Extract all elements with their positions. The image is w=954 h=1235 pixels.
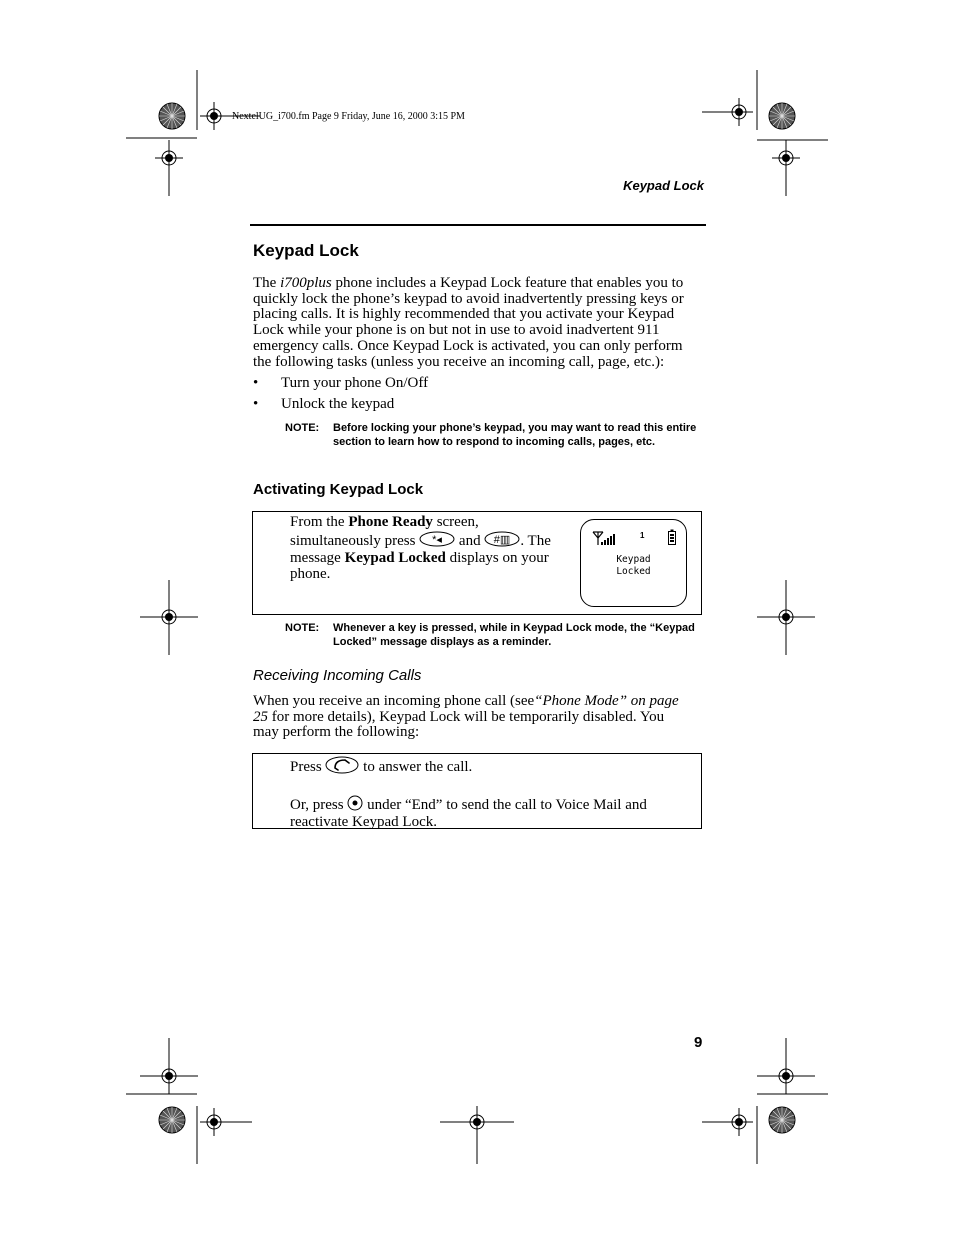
intro-line-4: Lock while your phone is on but not in use to avoid inadvertent 911 [253, 322, 660, 339]
phone-screen-message: Keypad Locked [616, 554, 651, 577]
list-item: • Turn your phone On/Off [253, 375, 429, 391]
star-key-icon [419, 531, 455, 552]
keypad-locked-label: Keypad Locked [344, 550, 446, 567]
battery-icon [668, 529, 676, 545]
cross-reference-link[interactable]: “Phone Mode” on page [534, 693, 679, 709]
receiving-paragraph: When you receive an incoming phone call (see“Phone Mode” on page 25 for more details), Keypad Lock will be temporarily disabled. You may perform the following: [253, 693, 679, 741]
svg-text:*◂: *◂ [432, 533, 443, 546]
note-before-locking [285, 421, 705, 449]
file-stamp: NextelUG_i700.fm Page 9 Friday, June 16, 2000 3:15 PM [232, 111, 465, 122]
send-key-icon [325, 756, 359, 779]
running-head: Keypad Lock [623, 178, 704, 193]
svg-text:#▥: #▥ [494, 533, 511, 546]
phone-display-illustration [580, 519, 687, 607]
task-list [253, 375, 705, 417]
phone-ready-label: Phone Ready [348, 514, 433, 530]
page-number: 9 [694, 1034, 703, 1051]
intro-paragraph [253, 276, 705, 370]
note-text: Whenever a key is pressed, while in Keypad Lock mode, the “Keypad Locked” message displays as a reminder. [333, 622, 695, 648]
header-rule [250, 224, 706, 226]
hash-key-icon [484, 531, 520, 552]
note-text: Before locking your phone’s keypad, you may want to read this entire section to learn how to respond to incoming calls, pages, etc. [333, 422, 697, 448]
intro-line-1: The i700plus phone includes a Keypad Lock feature that enables you to [253, 275, 684, 291]
receiving-instructions: Press to answer the call. Or, press under “End” to send the call to Voice Mail and reactivate Keypad Lock. [290, 756, 695, 831]
signal-strength-icon [591, 530, 617, 546]
subsection-title-activating: Activating Keypad Lock [253, 481, 424, 498]
note-label: NOTE: [285, 622, 320, 634]
intro-line-5: emergency calls. Once Keypad Lock is activated, you can only perform [253, 337, 683, 354]
intro-line-2: quickly lock the phone’s keypad to avoid inadvertently pressing keys or [253, 290, 684, 307]
bullet-icon: • [253, 375, 259, 391]
list-item: • Unlock the keypad [253, 396, 395, 412]
section-title: Keypad Lock [253, 241, 359, 260]
intro-line-3: placing calls. It is highly recommended that you activate your Keypad [253, 306, 675, 323]
line-indicator: 1 [640, 531, 645, 540]
cross-reference-page[interactable]: 25 [253, 708, 268, 725]
model-name: i700plus [280, 275, 332, 291]
note-label: NOTE: [285, 422, 320, 434]
intro-line-6: the following tasks (unless you receive an incoming call, page, etc.): [253, 353, 665, 370]
note-reminder [285, 621, 705, 649]
activating-instructions: From the Phone Ready screen, simultaneously press *◂ and #▥ . The message Keypad Locked displays on your phone. [290, 514, 551, 583]
bullet-icon: • [253, 396, 259, 412]
menu-key-icon [347, 795, 363, 816]
subsection-title-receiving: Receiving Incoming Calls [253, 667, 422, 684]
